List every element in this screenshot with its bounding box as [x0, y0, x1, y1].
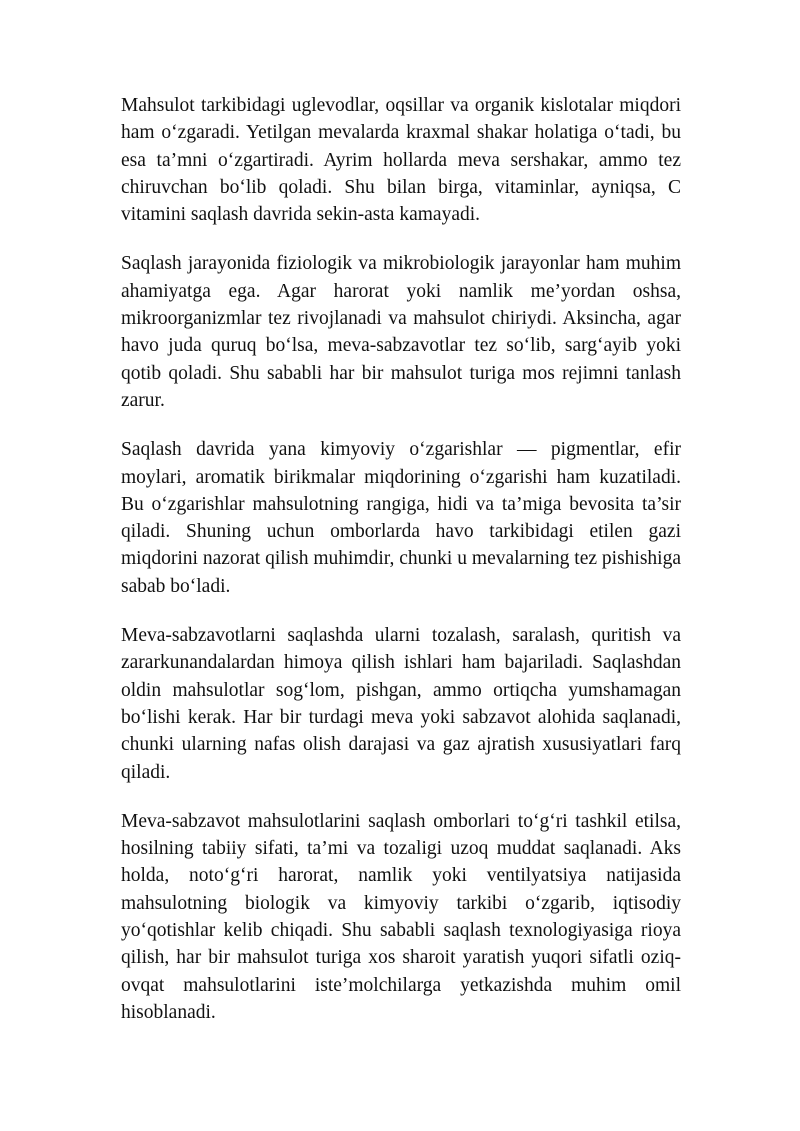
paragraph-1: Mahsulot tarkibidagi uglevodlar, oqsillar va organik kislotalar miqdori ham o‘zgaradi. Yetilgan mevalarda kraxmal shakar holatiga o‘tadi, bu esa ta’mni o‘zgartiradi. Ayrim hollarda meva sershakar, ammo tez chiruvchan bo‘lib qoladi. Shu bilan birga, vitaminlar, ayniqsa, C vitamini saqlash davrida sekin-asta kamayadi. — [121, 95, 681, 226]
paragraph-3: Saqlash davrida yana kimyoviy o‘zgarishlar — pigmentlar, efir moylari, aromatik birikmalar miqdorining o‘zgarishi ham kuzatiladi. Bu o‘zgarishlar mahsulotning rangiga, hidi va ta’miga bevosita ta’sir qiladi. Shuning uchun omborlarda havo tarkibidagi etilen gazi miqdorini nazorat qilish muhimdir, chunki u mevalarning tez pishishiga sabab bo‘ladi. — [121, 439, 681, 597]
paragraph-4: Meva-sabzavotlarni saqlashda ularni tozalash, saralash, quritish va zararkunandalardan himoya qilish ishlari ham bajariladi. Saqlashdan oldin mahsulotlar sog‘lom, pishgan, ammo ortiqcha yumshamagan bo‘lishi kerak. Har bir turdagi meva yoki sabzavot alohida saqlanadi, chunki ularning nafas olish darajasi va gaz ajratish xususiyatlari farq qiladi. — [121, 625, 681, 783]
paragraph-5: Meva-sabzavot mahsulotlarini saqlash omborlari to‘g‘ri tashkil etilsa, hosilning tabiiy sifati, ta’mi va tozaligi uzoq muddat saqlanadi. Aks holda, noto‘g‘ri harorat, namlik yoki ventilyatsiya natijasida mahsulotning biologik va kimyoviy tarkibi o‘zgarib, iqtisodiy yo‘qotishlar kelib chiqadi. Shu sababli saqlash texnologiyasiga rioya qilish, har bir mahsulot turiga xos sharoit yaratish yuqori sifatli oziq-ovqat mahsulotlarini iste’molchilarga yetkazishda muhim omil hisoblanadi. — [121, 810, 681, 1023]
paragraph-2: Saqlash jarayonida fiziologik va mikrobiologik jarayonlar ham muhim ahamiyatga ega. Agar harorat yoki namlik me’yordan oshsa, mikroorganizmlar tez rivojlanadi va mahsulot chiriydi. Aksincha, agar havo juda quruq bo‘lsa, meva-sabzavotlar tez so‘lib, sarg‘ayib yoki qotib qoladi. Shu sababli har bir mahsulot turiga mos rejimni tanlash zarur. — [121, 253, 681, 411]
document-body — [121, 92, 681, 1048]
